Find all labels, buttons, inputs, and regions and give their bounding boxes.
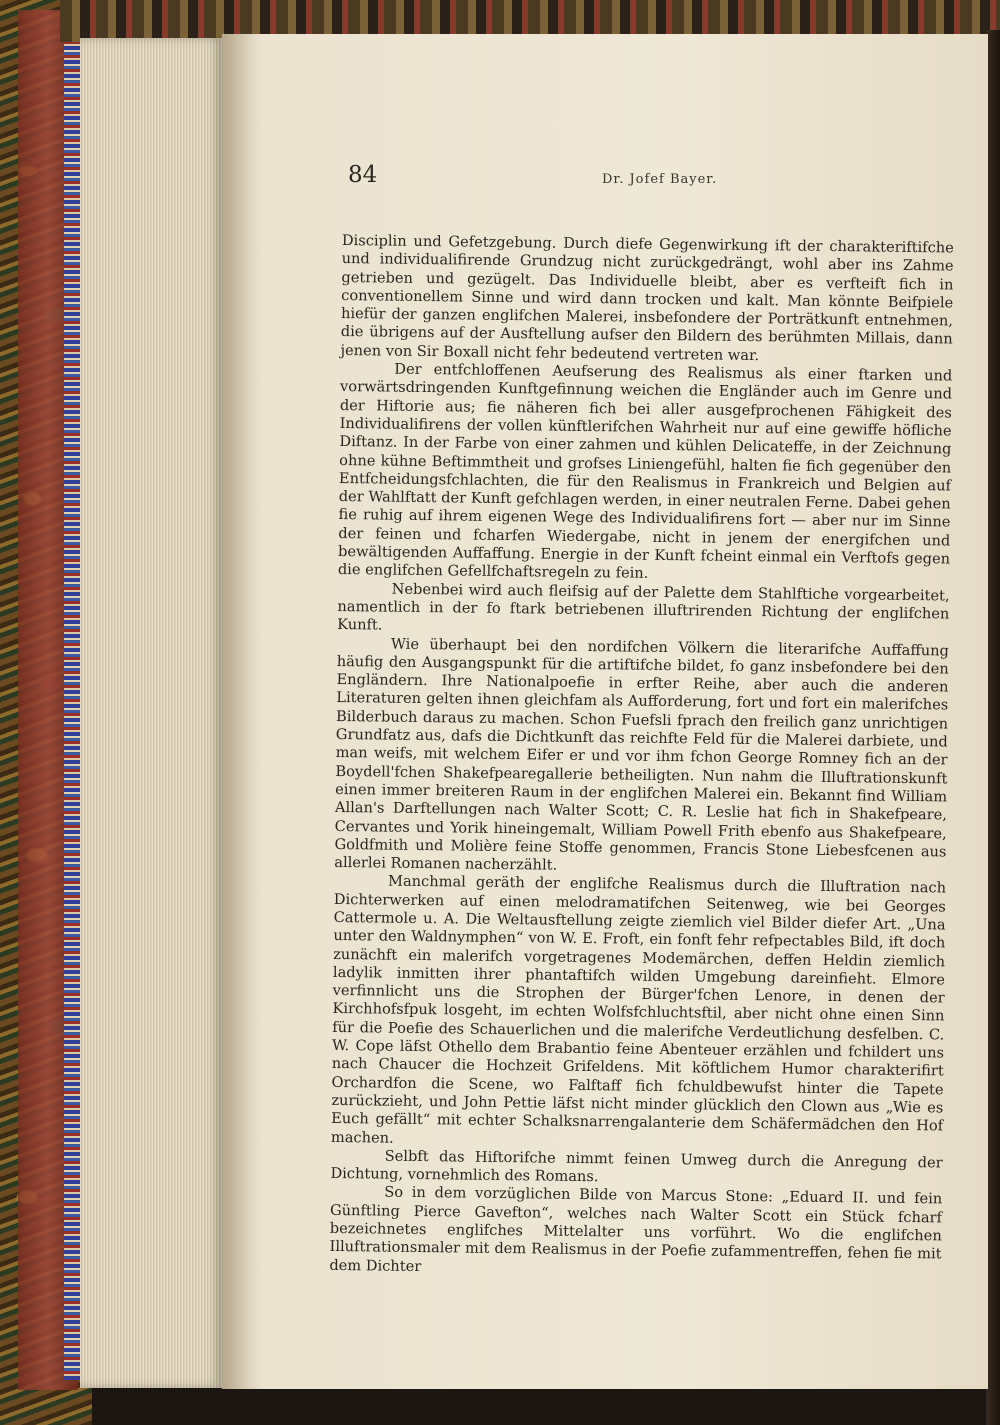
paragraph: Der entfchloffenen Aeufserung des Realismus als einer ftarken und vorwärtsdringenden Kunftgefinnung weichen die Engländer auch im Genre und der Hiftorie aus; fie näheren fich bei aller ausgefprochenen Fähigkeit des Individualifirens der vollen künftlerifchen Wahrheit nur auf eine gewiffe höfliche Diftanz. In der Farbe von einer zahmen und kühlen Delicateffe, in der Zeichnung ohne kühne Beftimmtheit und grofses Liniengefühl, halten fie fich gegenüber den Entfcheidungsfchlachten, die für den Realismus in Frankreich und Belgien auf der Wahlftatt der Kunft gefchlagen werden, in einer neutralen Ferne. Dabei gehen fie ruhig auf ihrem eigenen Wege des Individualifirens fort — aber nur im Sinne der feinen und fcharfen Wiedergabe, nicht in jenem der energifchen und bewältigenden Auffaffung. Energie in der Kunft fcheint einmal ein Verftofs gegen die englifchen Gefellfchaftsregeln zu fein. — [337, 360, 953, 583]
page-number: 84 — [348, 162, 378, 188]
right-cover — [986, 30, 1000, 1425]
paragraph: Nebenbei wird auch fleifsig auf der Palette dem Stahlftiche vorgearbeitet, namentlich in der fo ftark betriebenen illuftrirenden Richtung der englifchen Kunft. — [337, 580, 950, 634]
page-block-edges — [80, 38, 222, 1388]
paragraph: Wie überhaupt bei den nordifchen Völkern die literarifche Auffaffung häufig den Ausgangspunkt für die artiftifche bildet, fo ganz insbefondere bei den Engländern. Ihre Nationalpoefie in erfter Reihe, aber auch die anderen Literaturen gelten ihnen gleichfam als Aufforderung, fort und fort ein malerifches Bilderbuch daraus zu machen. Schon Fuefsli fprach den freilich ganz unrichtigen Grundfatz aus, dafs die Dichtkunft das reichfte Feld für die Malerei darbiete, und man weifs, mit welchem Eifer er und vor ihm fchon George Romney fich an der Boydell'fchen Shakefpearegallerie betheiligten. Nun nahm die Illuftrationskunft einen immer breiteren Raum in der englifchen Malerei ein. Bekannt find William Allan's Darftellungen nach Walter Scott; C. R. Leslie hat fich in Shakefpeare, Cervantes und Yorik hineingemalt, William Powell Frith ebenfo aus Shakefpeare, Goldfmith und Molière feine Stoffe genommen, Francis Stone Liebesfcenen aus allerlei Romanen nacherzählt. — [334, 635, 950, 874]
book-page — [222, 34, 988, 1389]
body-text — [329, 232, 954, 1282]
page-header — [222, 162, 988, 202]
paragraph: Selbft das Hiftorifche nimmt feinen Umweg durch die Anregung der Dichtung, vornehmlich des Romans. — [330, 1147, 943, 1186]
paragraph: Disciplin und Gefetzgebung. Durch diefe Gegenwirkung ift der charakteriftifche und individualifirende Grundzug nicht zurückgedrängt, wohl aber ins Zahme getrieben und gezügelt. Das Individuelle bleibt, aber es verfteift fich in conventionellem Sinne und wird dann trocken und kalt. Man könnte Beifpiele hiefür der ganzen englifchen Malerei, insbefondere der Porträtkunft entnehmen, die übrigens auf der Ausftellung aufser den Bildern des berühmten Millais, dann jenen von Sir Boxall nicht fehr bedeutend vertreten war. — [340, 232, 954, 364]
paragraph: So in dem vorzüglichen Bilde von Marcus Stone: „Eduard II. und fein Günftling Pierce Gavefton“, welches nach Walter Scott ein Stück fcharf bezeichnetes englifches Mittelalter uns vorführt. Wo die englifchen Illuftrationsmaler mit dem Realismus in der Poefie zufammentreffen, fehen fie mit dem Dichter — [329, 1184, 943, 1275]
paragraph: Manchmal geräth der englifche Realismus durch die Illuftration nach Dichterwerken auf einen melodramatifchen Seitenweg, wie bei Georges Cattermole u. A. Die Weltausftellung zeigte ziemlich viel Bilder diefer Art. „Una unter den Waldnymphen“ von W. E. Froft, ein fonft fehr refpectables Bild, ift doch zunächft ein malerifch vorgetragenes Modemärchen, deffen Heldin ziemlich ladylik inmitten ihrer phantaftifch wilden Umgebung dareinfieht. Elmore verfinnlicht uns die Strophen der Bürger'fchen Lenore, in denen der Kirchhofsfpuk losgeht, im echten Wolfsfchluchtsftil, aber nicht ohne einen Sinn für die Poefie des Schauerlichen und die malerifche Verdeutlichung desfelben. C. W. Cope läfst Othello dem Brabantio feine Abenteuer erzählen und fchildert uns nach Chaucer die Hochzeit Grifeldens. Mit köftlichem Humor charakterifirt Orchardfon die Scene, wo Falftaff fich fchuldbewufst hinter die Tapete zurückzieht, und John Pettie läfst nicht minder glücklich den Clown aus „Wie es Euch gefällt“ mit echter Schalksnarrengalanterie dem Schäfermädchen den Hof machen. — [330, 873, 947, 1147]
marbled-edge — [64, 40, 80, 1380]
running-head: Dr. Jofef Bayer. — [602, 172, 718, 187]
